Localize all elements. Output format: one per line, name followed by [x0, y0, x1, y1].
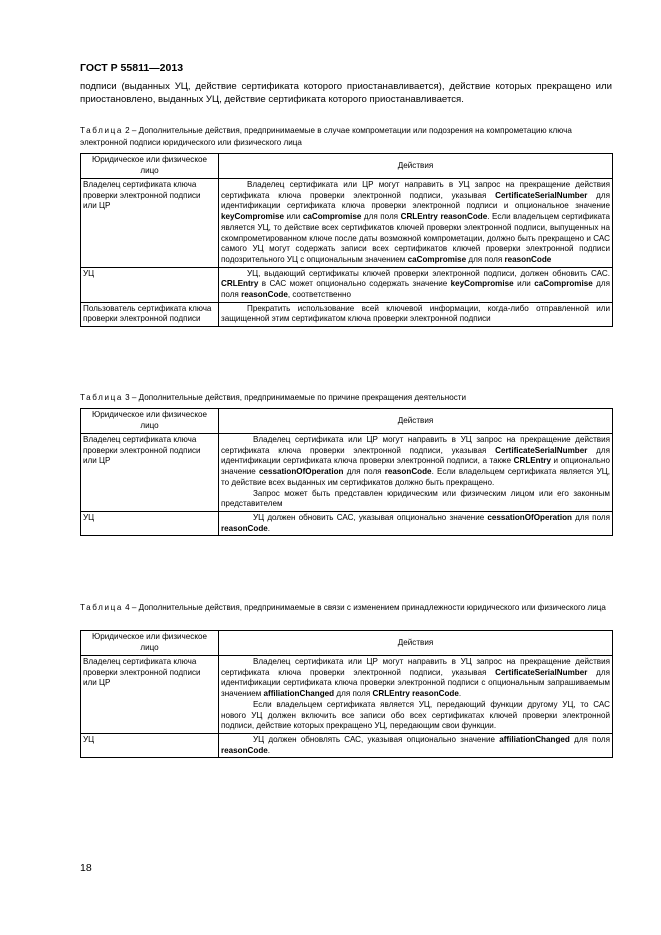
table-3: [80, 408, 613, 536]
actions-text: или: [283, 212, 303, 222]
field-name: reasonCode: [384, 467, 432, 477]
field-name: CertificateSerialNumber: [495, 667, 588, 677]
actions-text: Владелец сертификата или ЦР могут направить в УЦ запрос на прекращение действия сертификата ключа проверки электронной подписи, указывая: [221, 657, 610, 677]
field-name: CRLEntry reasonCode: [372, 689, 459, 699]
table-2: [80, 153, 613, 327]
table-3-caption: Таблица 3 – Дополнительные действия, предпринимаемые по причине прекращения деятельности: [80, 393, 466, 402]
table-header-entity: Юридическое или физическое лицо: [81, 154, 219, 179]
actions-text: , соответственно: [287, 290, 351, 300]
actions-text: для поля: [343, 467, 385, 477]
actions-paragraph: [221, 304, 610, 325]
actions-text: или: [513, 279, 535, 289]
field-name: affiliationChanged: [263, 689, 335, 699]
actions-cell: [219, 511, 613, 535]
field-name: caCompromise: [302, 212, 362, 222]
actions-paragraph: [221, 700, 610, 732]
actions-cell: [219, 656, 613, 734]
actions-text: для идентификации сертификата ключа проверки электронной подписи и опциональное значение: [221, 190, 610, 211]
actions-text: для поля: [361, 212, 401, 222]
table-row: [81, 511, 613, 535]
actions-text: Прекратить использование всей ключевой информации, когда-либо отправленной или защищенной этим сертификатом ключа проверки электронной подписи: [221, 303, 610, 324]
table-header-actions: Действия: [219, 631, 613, 656]
actions-text: УЦ, выдающий сертификаты ключей проверки электронной подписи, должен обновить САС.: [247, 268, 610, 278]
table-row: [81, 267, 613, 302]
actions-text: для поля: [221, 279, 611, 300]
actions-text: .: [267, 745, 271, 755]
actions-text: для поля: [334, 689, 373, 699]
table-row: [81, 302, 613, 326]
table-header-entity: Юридическое или физическое лицо: [81, 409, 219, 434]
actions-cell: [219, 302, 613, 326]
actions-cell: [219, 267, 613, 302]
field-name: CertificateSerialNumber: [495, 190, 588, 200]
field-name: CertificateSerialNumber: [495, 445, 588, 455]
entity-cell: Владелец сертификата ключа проверки электронной подписи или ЦР: [81, 434, 219, 512]
table-row: [81, 656, 613, 734]
actions-text: для поля: [571, 512, 610, 522]
table-row: [81, 733, 613, 757]
actions-paragraph: [221, 489, 610, 510]
actions-paragraph: [221, 435, 610, 489]
field-name: cessationOfOperation: [258, 467, 344, 477]
actions-text: для поля: [569, 734, 610, 744]
actions-text: УЦ должен обновить САС, указывая опционально значение: [253, 512, 488, 522]
actions-cell: [219, 733, 613, 757]
actions-text: .: [458, 689, 462, 699]
page-number: 18: [80, 862, 92, 874]
field-name: reasonCode: [504, 254, 552, 264]
entity-cell: Пользователь сертификата ключа проверки электронной подписи: [81, 302, 219, 326]
field-name: CRLEntry: [221, 279, 259, 289]
entity-cell: Владелец сертификата ключа проверки электронной подписи или ЦР: [81, 179, 219, 268]
actions-paragraph: [221, 513, 610, 534]
actions-paragraph: [221, 180, 610, 266]
actions-text: в САС может опционально содержать значение: [258, 279, 451, 289]
field-name: cessationOfOperation: [487, 512, 572, 522]
actions-paragraph: [221, 657, 610, 700]
entity-cell: УЦ: [81, 267, 219, 302]
actions-text: для поля: [466, 254, 505, 264]
standard-id: ГОСТ Р 55811—2013: [80, 62, 184, 74]
actions-cell: [219, 179, 613, 268]
field-name: caCompromise: [534, 279, 593, 289]
entity-cell: УЦ: [81, 511, 219, 535]
field-name: CRLEntry: [513, 456, 551, 466]
field-name: keyCompromise: [221, 212, 284, 222]
actions-text: Владелец сертификата или ЦР могут направить в УЦ запрос на прекращение действия сертификата ключа проверки электронной подписи, указывая: [221, 435, 610, 455]
actions-text: для идентификации сертификата ключа проверки электронной подписи, а также: [221, 445, 610, 466]
actions-text: Если владельцем сертификата является УЦ, передающий функции другому УЦ, то САС нового УЦ должен включить все записи обо всех сертификатах ключей проверки электронной подписи, действие которых прекращено УЦ, передающим свои функции.: [221, 699, 610, 731]
field-name: affiliationChanged: [499, 734, 570, 744]
table-2-caption: Таблица 2 – Дополнительные действия, предпринимаемые в случае компрометации или подозрения на компрометацию ключа электронной подписи юридического или физического лица: [80, 126, 572, 147]
table-header-actions: Действия: [219, 154, 613, 179]
table-header-actions: Действия: [219, 409, 613, 434]
actions-text: Запрос может быть представлен юридическим или физическим лицом или его законным представителем: [221, 488, 610, 509]
field-name: reasonCode: [241, 290, 288, 300]
table-row: [81, 434, 613, 512]
actions-paragraph: [221, 269, 610, 301]
actions-text: УЦ должен обновлять САС, указывая опционально значение: [253, 734, 500, 744]
actions-text: для идентификации сертификата ключа проверки электронной подписи с опциональным запрашиваемым значением: [221, 667, 610, 699]
field-name: reasonCode: [221, 523, 268, 533]
intro-paragraph: подписи (выданных УЦ, действие сертификата которого приостанавливается), действие которых прекращено или приостановлено, выданных УЦ, действие сертификата которого приостанавливается.: [80, 81, 612, 106]
table-header-entity: Юридическое или физическое лицо: [81, 631, 219, 656]
table-4-caption: Таблица 4 – Дополнительные действия, предпринимаемые в связи с изменением принадлежности юридического или физического лица: [80, 603, 606, 612]
actions-text: . Если владельцем сертификата является УЦ, то действие всех выданных им сертификатов должно быть прекращено.: [221, 467, 611, 487]
field-name: reasonCode: [221, 745, 268, 755]
actions-text: . Если владельцем сертификата является УЦ, то действие всех сертификатов ключей проверки электронной подписи, выпущенных на скомпрометированном ключе после даты возможной компрометации, должно быть прекращено и САС самого УЦ могут содержать записи всех сертификатов ключей проверки электронной подписи подозрительного УЦ с опциональным значением: [221, 212, 610, 264]
table-4: [80, 630, 613, 758]
actions-text: Владелец сертификата или ЦР могут направить в УЦ запрос на прекращение действия сертификата ключа проверки электронной подписи, указывая: [221, 180, 610, 200]
field-name: keyCompromise: [450, 279, 514, 289]
field-name: CRLEntry reasonCode: [400, 212, 488, 222]
entity-cell: УЦ: [81, 733, 219, 757]
actions-cell: [219, 434, 613, 512]
table-row: [81, 179, 613, 268]
actions-paragraph: [221, 735, 610, 756]
entity-cell: Владелец сертификата ключа проверки электронной подписи или ЦР: [81, 656, 219, 734]
actions-text: и опционально значение: [221, 456, 610, 477]
actions-text: .: [267, 523, 271, 533]
field-name: caCompromise: [407, 254, 467, 264]
